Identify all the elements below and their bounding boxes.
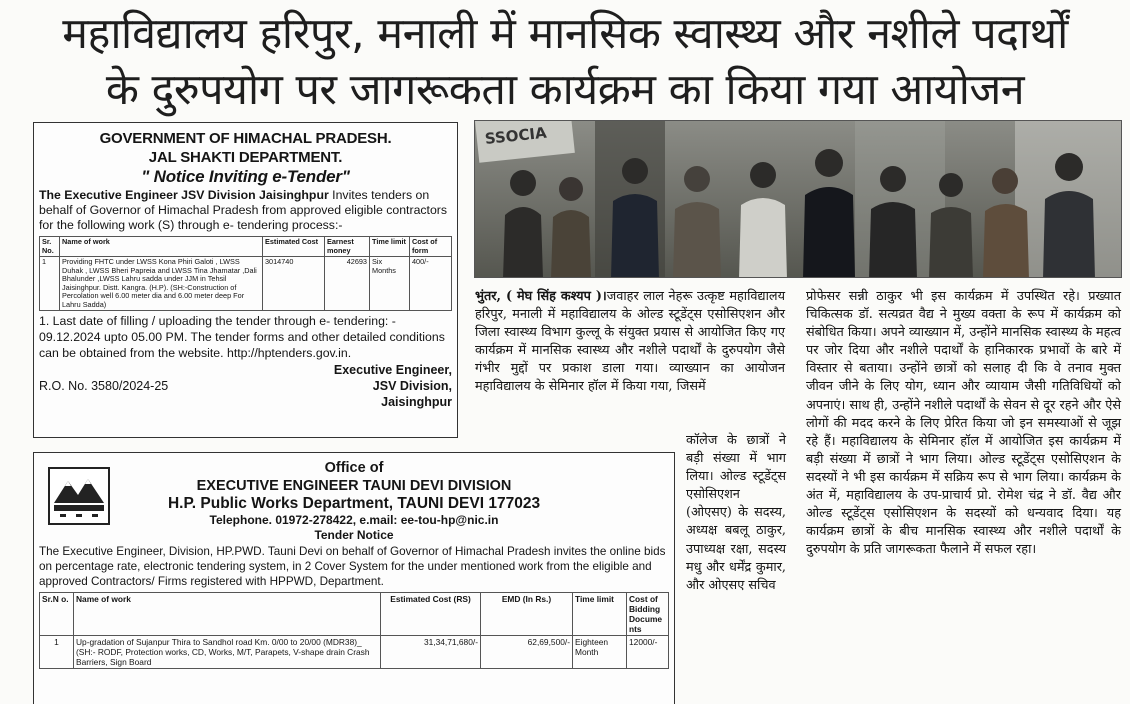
headline-line-1: महाविद्यालय हरिपुर, मनाली में मानसिक स्वास्थ्य और नशीले पदार्थों [62, 9, 1068, 59]
tender1-org-line-1: GOVERNMENT OF HIMACHAL PRADESH. [99, 130, 392, 147]
tender-notice-pwd [33, 452, 675, 704]
tender1-intro-rest: Invites tenders on behalf of Governor of Himachal Pradesh from approved eligible contractors for the following work (S) through e- tendering process:- [39, 188, 448, 232]
col-header: Cost of Bidding Docume nts [627, 593, 669, 636]
article-column-2: प्रोफेसर सन्नी ठाकुर भी इस कार्यक्रम में उपस्थित रहे। प्रख्यात चिकित्सक डॉ. सत्यव्रत वैद्य ने मुख्य वक्ता के रूप में कार्यक्रम को संबोधित किया। अपने व्याख्यान में, उन्होंने मानसिक स्वास्थ्य के महत्व पर जोर दिया और नशीले पदार्थों के हानिकारक प्रभावों के बारे में विस्तार से बताया। उन्होंने छात्रों को सलाह दी कि वे तनाव मुक्त जीवन जीने के लिए योग, ध्यान और व्यायाम जैसी गतिविधियों को अपनाएं। साथ ही, उन्होंने नशीले पदार्थों के सेवन से दूर रहने और ऐसे लोगों की मदद करने के लिए प्रेरित किया जो इन समस्याओं से जूझ रहे हैं। महाविद्यालय के सेमिनार हॉल में आयोजित इस कार्यक्रम में बड़ी संख्या में छात्रों ने भाग लिया। ओल्ड स्टूडेंट्स एसोसिएशन के सदस्यों ने भी इस कार्यक्रम में सक्रिय रूप से भाग लिया। कार्यक्रम के अंत में, महाविद्यालय के उप-प्राचार्य प्रो. रोमेश चंद्र ने डॉ. वैद्य और ओल्ड स्टूडेंट्स एसोसिएशन के सदस्यों को धन्यवाद दिया। यह कार्यक्रम छात्रों के बीच मानसिक स्वास्थ्य और नशीले पदार्थों के दुरुपयोग के प्रति जागरूकता फैलाने में सफल रहा। [806, 289, 1121, 558]
tender1-footer [39, 362, 452, 410]
article-column-1 [475, 288, 785, 397]
table-row [40, 257, 452, 311]
tender1-org-line-2: JAL SHAKTI DEPARTMENT. [148, 149, 343, 166]
cell-time: Eighteen Month [573, 636, 627, 669]
cell-work: Up-gradation of Sujanpur Thira to Sandhol road Km. 0/00 to 20/00 (MDR38)_ (SH:- RODF, Protection works, CD, Works, M/T, Parapets, V-shape drain Crash Barriers, Sign Board [74, 636, 381, 669]
tender1-table [39, 236, 452, 311]
col-header: Cost of form [410, 237, 452, 257]
col-header: Estimated Cost (RS) [381, 593, 481, 636]
cell-cost: 3014740 [263, 257, 325, 311]
cell-emd: 42693 [325, 257, 370, 311]
table-header-row [40, 237, 452, 257]
table-header-row [40, 593, 669, 636]
tender1-intro [39, 188, 452, 233]
col-header: Sr.N o. [40, 593, 74, 636]
headline [0, 6, 1130, 118]
cell-bid: 12000/- [627, 636, 669, 669]
col-header: Sr. No. [40, 237, 60, 257]
tender1-title: " Notice Inviting e-Tender" [141, 167, 350, 186]
cell-time: Six Months [370, 257, 410, 311]
banner-text: SSOCIA [484, 123, 548, 149]
cell-sr: 1 [40, 636, 74, 669]
article-byline: भुंतर, ( मेघ सिंह कश्यप )। [475, 289, 607, 304]
cell-sr: 1 [40, 257, 60, 311]
tender2-contact: Telephone. 01972-278422, e.mail: ee-tou-hp@nic.in [209, 513, 499, 527]
tender1-sign-line-2: JSV Division, [372, 379, 452, 393]
tender1-sign-line-3: Jaisinghpur [381, 395, 452, 409]
tender1-intro-bold: The Executive Engineer JSV Division Jaisinghpur [39, 188, 329, 202]
tender2-ee: EXECUTIVE ENGINEER TAUNI DEVI DIVISION [196, 478, 512, 494]
article-column-1b: कॉलेज के छात्रों ने बड़ी संख्या में भाग लिया। ओल्ड स्टूडेंट्स एसोसिएशन (ओएसए) के सदस्य, अध्यक्ष बबलू ठाकुर, उपाध्यक्ष रक्षा, सदस्य मधु और धर्मेंद्र कुमार, और ओएसए सचिव [686, 433, 786, 593]
col-header: Estimated Cost [263, 237, 325, 257]
col-header: Name of work [60, 237, 263, 257]
tender1-ro-number: R.O. No. 3580/2024-25 [39, 379, 169, 393]
tender2-table [39, 592, 669, 669]
news-photo [474, 120, 1122, 278]
tender2-intro: The Executive Engineer, Division, HP.PWD. Tauni Devi on behalf of Governor of Himachal Pradesh invites the online bids on percentage rate, electronic tendering system, in 2 Cover System for the under mentioned work from the eligible and approved Contractors/ Firms registered with HPPWD, Department. [39, 545, 666, 588]
article-body-part-1: जवाहर लाल नेहरू उत्कृष्ट महाविद्यालय हरिपुर, मनाली में महाविद्यालय के ओल्ड स्टूडेंट्स एसोसिएशन और जिला स्वास्थ्य विभाग कुल्लू के संयुक्त प्रयास से आयोजित किए गए कार्यक्रम में मानसिक स्वास्थ्य और नशीले पदार्थों के दुरुपयोग जैसे गंभीर मुद्दों पर प्रकाश डाला गया। व्याख्यान का आयोजन महाविद्यालय के सेमिनार हॉल में किया गया, जिसमें [475, 289, 785, 395]
cell-cost: 31,34,71,680/- [381, 636, 481, 669]
headline-line-2: के दुरुपयोग पर जागरूकता कार्यक्रम का किया गया आयोजन [105, 65, 1025, 115]
cell-form: 400/- [410, 257, 452, 311]
tender2-office: Office of [324, 460, 384, 476]
cell-work: Providing FHTC under LWSS Kona Phiri Galoti , LWSS Duhak , LWSS Bheri Papreia and LWSS Tina Jhamatar ,Dali Bhalunder ,LWSS Lahru sadda under JJM in Tehsil Jaisinghpur. Distt. Kangra. (H.P). (SH:-Construction of Percolation well 6.00 meter dia and 6.00 meter deep For Lahru Sadda) [60, 257, 263, 311]
col-header: EMD (In Rs.) [481, 593, 573, 636]
col-header: Time limit [573, 593, 627, 636]
tender1-sign-line-1: Executive Engineer, [333, 363, 452, 377]
tender1-signature [334, 362, 452, 410]
tender1-last-date: 1. Last date of filling / uploading the tender through e- tendering: - 09.12.2024 upto 05.00 PM. The tender forms and other detailed conditions can be obtained from the website. http://hptenders.gov.in. [39, 314, 445, 360]
tender2-dept: H.P. Public Works Department, TAUNI DEVI 177023 [167, 495, 541, 512]
cell-emd: 62,69,500/- [481, 636, 573, 669]
pwd-logo-icon [48, 467, 110, 525]
table-row [40, 636, 669, 669]
tender-notice-jal-shakti [33, 122, 458, 438]
col-header: Earnest money [325, 237, 370, 257]
col-header: Name of work [74, 593, 381, 636]
group-photo-image [475, 121, 1122, 278]
tender2-notice-title: Tender Notice [314, 528, 394, 542]
col-header: Time limit [370, 237, 410, 257]
